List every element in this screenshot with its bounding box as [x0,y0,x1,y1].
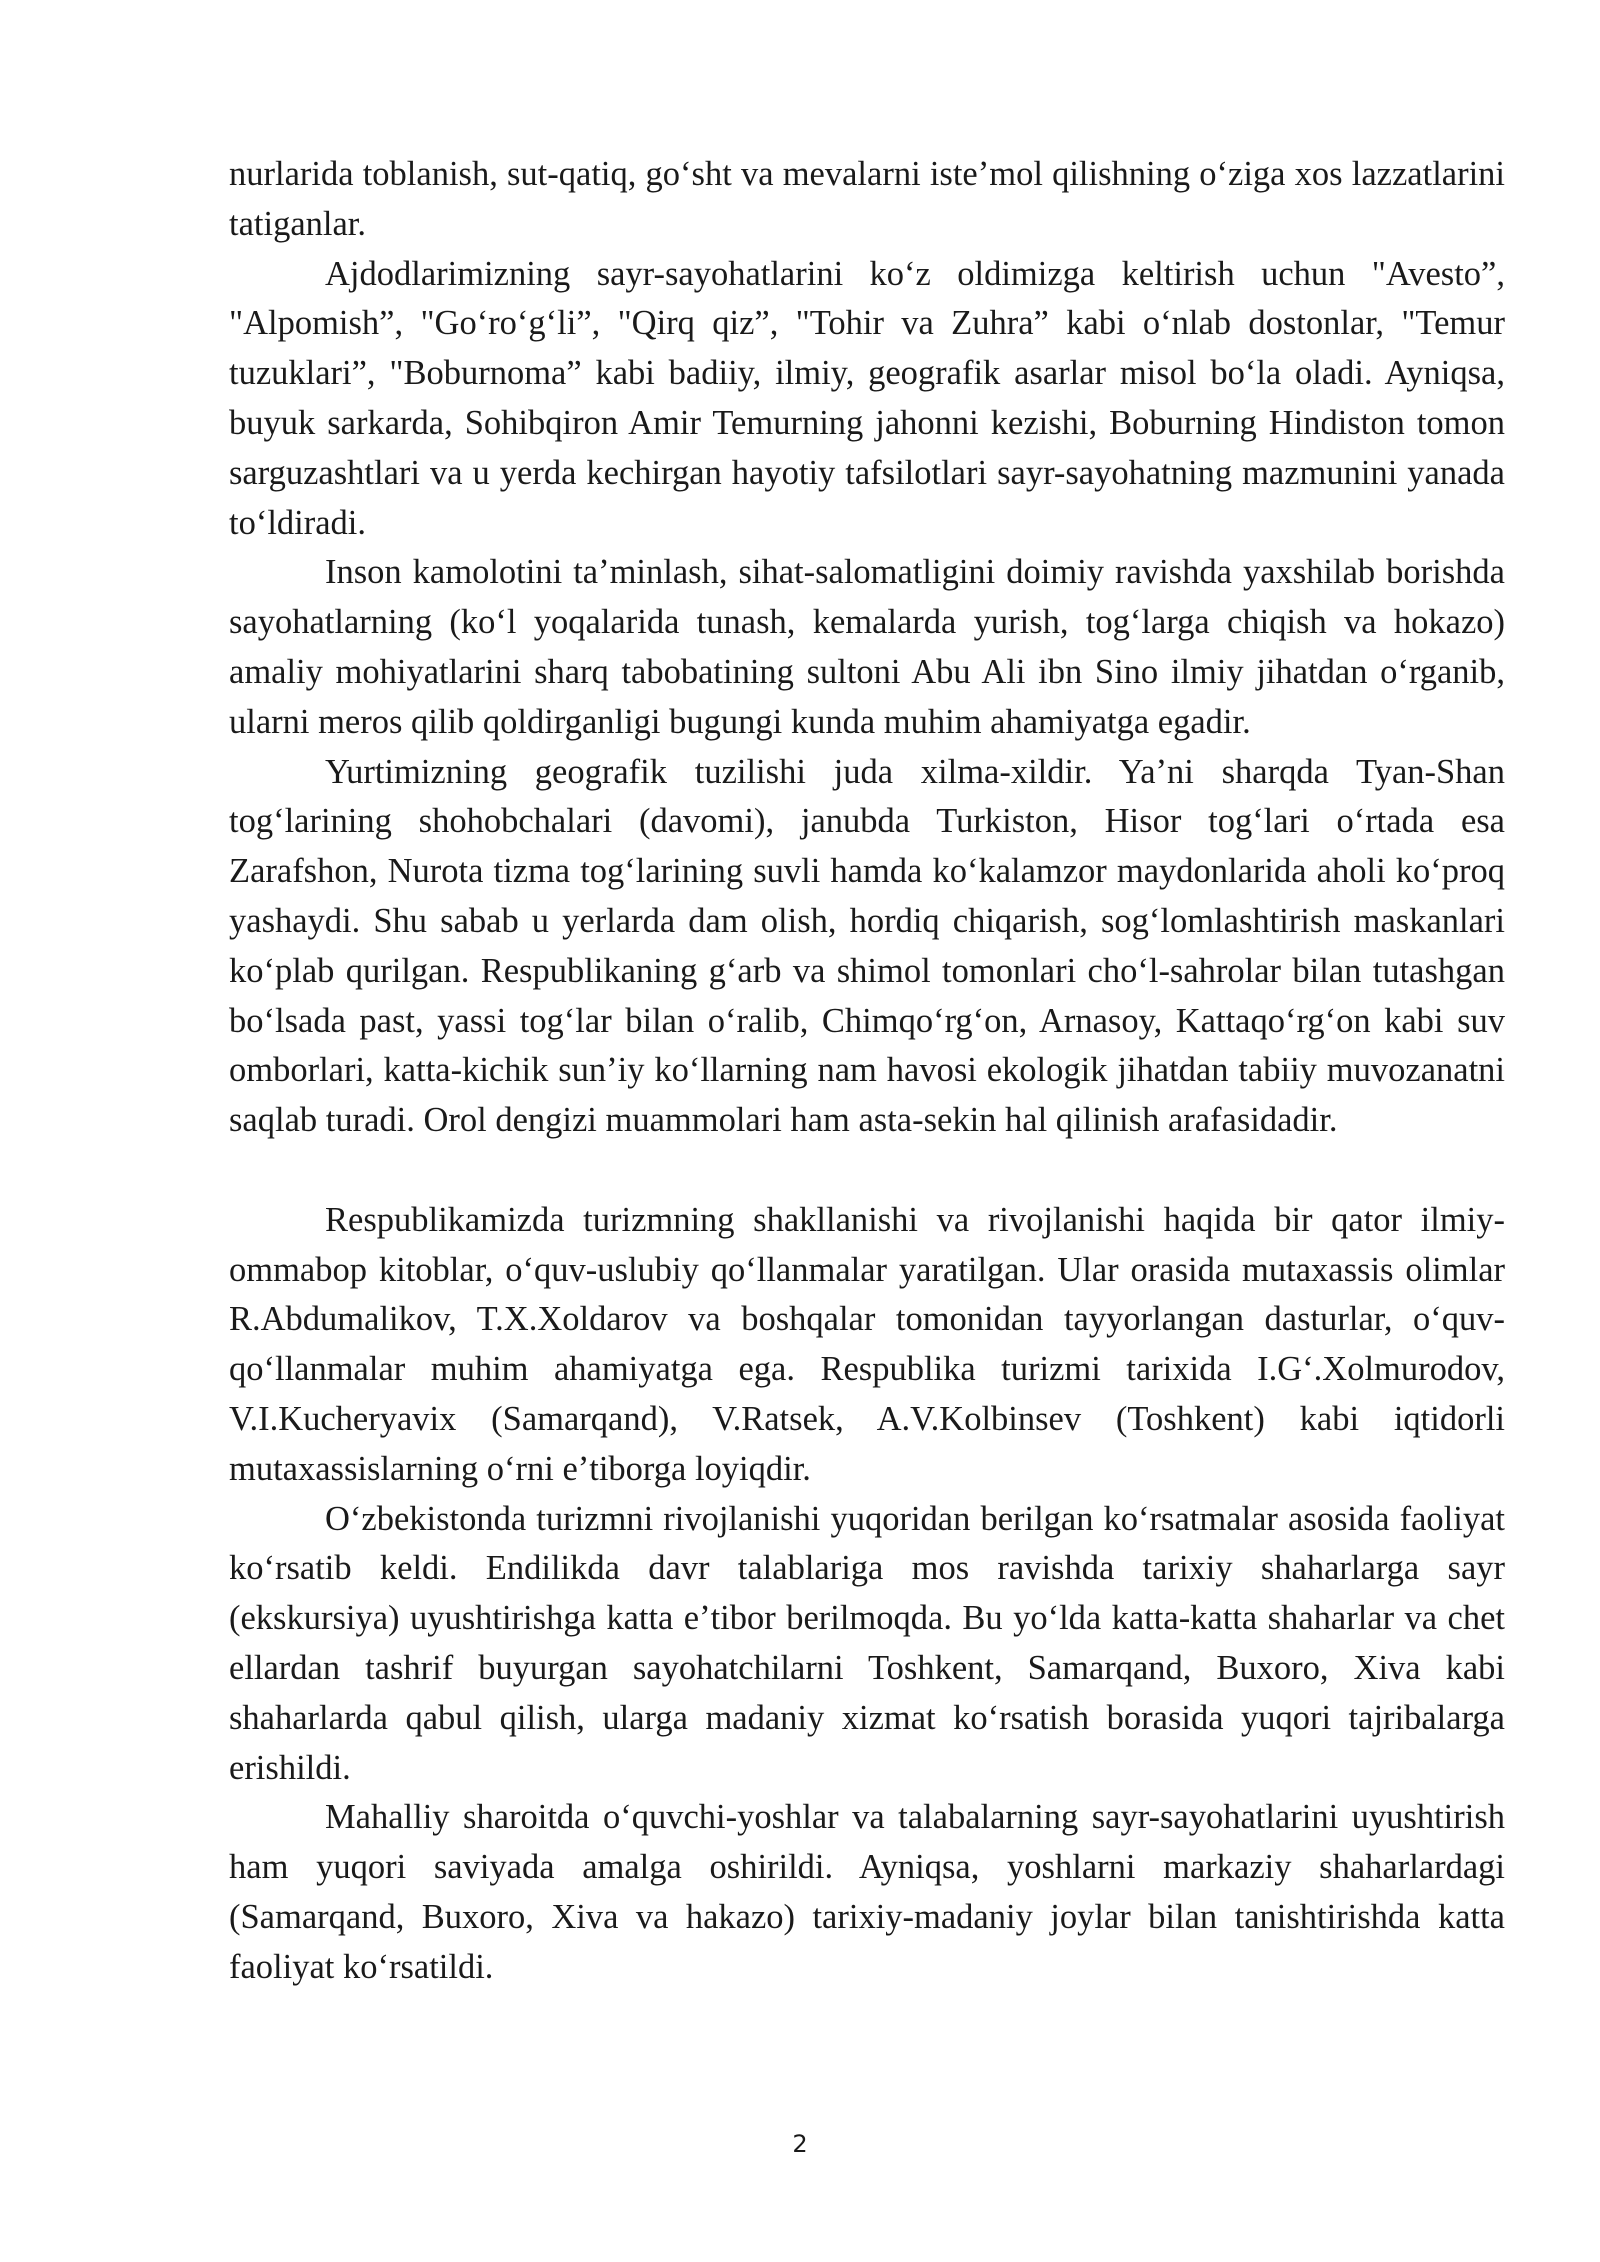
paragraph-tourism-literature: Respublikamizda turizmning shakllanishi va rivojlanishi haqida bir qator ilmiy-ommabop kitoblar, oʻquv-uslubiy qoʻllanmalar yaratilgan. Ular orasida mutaxassis olimlar R.Abdumalikov, T.X.Xoldarov va boshqalar tomonidan tayyorlangan dasturlar, oʻquv-qoʻllanmalar muhim ahamiyatga ega. Respublika turizmi tarixida I.Gʻ.Xolmurodov, V.I.Kucheryavix (Samarqand), V.Ratsek, A.V.Kolbinsev (Toshkent) kabi iqtidorli mutaxassislarning oʻrni eʼtiborga loyiqdir. [229,1200,1505,1488]
paragraph-local-tours: Mahalliy sharoitda oʻquvchi-yoshlar va talabalarning sayr-sayohatlarini uyushtirish ham yuqori saviyada amalga oshirildi. Ayniqsa, yoshlarni markaziy shaharlardagi (Samarqand, Buxoro, Xiva va hakazo) tarixiy-madaniy joylar bilan tanishtirishda katta faoliyat koʻrsatildi. [229,1798,1505,1986]
paragraph-ibn-sino: Inson kamolotini taʼminlash, sihat-salomatligini doimiy ravishda yaxshilab borishda sayohatlarning (koʻl yoqalarida tunash, kemalarda yurish, togʻlarga chiqish va hokazo) amaliy mohiyatlarini sharq tabobatining sultoni Abu Ali ibn Sino ilmiy jihatdan oʻrganib, ularni meros qilib qoldirganligi bugungi kunda muhim ahamiyatga egadir. [229,553,1505,741]
paragraph-geography: Yurtimizning geografik tuzilishi juda xilma-xildir. Yaʼni sharqda Tyan-Shan togʻlarining shohobchalari (davomi), janubda Turkiston, Hisor togʻlari oʻrtada esa Zarafshon, Nurota tizma togʻlarining suvli hamda koʻkalamzor maydonlarida aholi koʻproq yashaydi. Shu sabab u yerlarda dam olish, hordiq chiqarish, sogʻlomlashtirish maskanlari koʻplab qurilgan. Respublikaning gʻarb va shimol tomonlari choʻl-sahrolar bilan tutashgan boʻlsada past, yassi togʻlar bilan oʻralib, Chimqoʻrgʻon, Arnasoy, Kattaqoʻrgʻon kabi suv omborlari, katta-kichik sunʼiy koʻllarning nam havosi ekologik jihatdan tabiiy muvozanatni saqlab turadi. Orol dengizi muammolari ham asta-sekin hal qilinish arafasidadir. [229,752,1505,1140]
paragraph-continuation: nurlarida toblanish, sut-qatiq, goʻsht va mevalarni isteʼmol qilishning oʻziga xos lazzatlarini tatiganlar. [229,155,1505,243]
body-text [229,150,1505,1992]
paragraph-ancestors-travels: Ajdodlarimizning sayr-sayohatlarini koʻz oldimizga keltirish uchun "Avesto”, "Alpomish”, "Goʻroʻgʻli”, "Qirq qiz”, "Tohir va Zuhra” kabi oʻnlab dostonlar, "Temur tuzuklari”, "Boburnoma” kabi badiiy, ilmiy, geografik asarlar misol boʻla oladi. Ayniqsa, buyuk sarkarda, Sohibqiron Amir Temurning jahonni kezishi, Boburning Hindiston tomon sarguzashtlari va u yerda kechirgan hayotiy tafsilotlari sayr-sayohatning mazmunini yanada toʻldiradi. [229,254,1505,542]
page-number: 2 [792,2130,808,2158]
paragraph-tourism-development: Oʻzbekistonda turizmni rivojlanishi yuqoridan berilgan koʻrsatmalar asosida faoliyat koʻrsatib keldi. Endilikda davr talablariga mos ravishda tarixiy shaharlarga sayr (ekskursiya) uyushtirishga katta eʼtibor berilmoqda. Bu yoʻlda katta-katta shaharlar va chet ellardan tashrif buyurgan sayohatchilarni Toshkent, Samarqand, Buxoro, Xiva kabi shaharlarda qabul qilish, ularga madaniy xizmat koʻrsatish borasida yuqori tajribalarga erishildi. [229,1499,1505,1787]
